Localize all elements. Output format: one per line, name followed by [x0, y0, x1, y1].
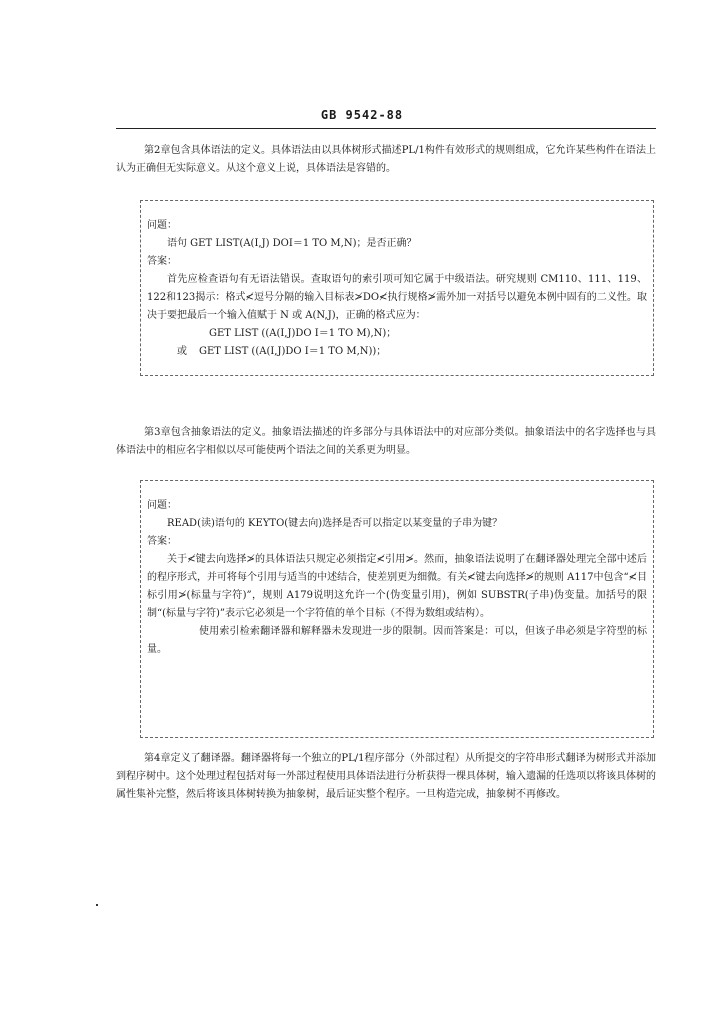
question-label: 问题： [147, 220, 177, 231]
code-line-1: GET LIST ((A(I,J)DO I＝1 TO M),N)； [209, 328, 397, 339]
code-line-2 [147, 343, 647, 361]
standard-code-header: GB 9542-88 [320, 108, 404, 122]
paragraph-chapter-3: 第3章包含抽象语法的定义。抽象语法描述的许多部分与具体语法中的对应部分类似。抽象语法中的名字选择也与具体语法中的相应名字相似以尽可能使两个语法之间的关系更为明显。 [116, 427, 656, 456]
answer-text-2: 使用索引检索翻译器和解释器未发现进一步的限制。因而答案是：可以，但该子串必须是字符型的标量。 [147, 626, 647, 655]
answer-label: 答案： [147, 256, 177, 267]
scan-speck [96, 904, 98, 906]
header-rule [116, 128, 656, 129]
question-text: READ(读)语句的 KEYTO(键去向)选择是否可以指定以某变量的子串为键？ [167, 518, 503, 529]
answer-label: 答案： [147, 536, 177, 547]
qa-box-1 [140, 200, 654, 376]
paragraph-chapter-4: 第4章定义了翻译器。翻译器将每一个独立的PL/1程序部分（外部过程）从所提交的字符串形式翻译为树形式并添加到程序树中。这个处理过程包括对每一外部过程使用具体语法进行分析获得一棵具体树，输入遗漏的任选项以将该具体树的属性集补完整，然后将该具体树转换为抽象树，最后证实整个程序。一旦构造完成，抽象树不再修改。 [116, 753, 656, 800]
paragraph-chapter-2: 第2章包含具体语法的定义。具体语法由以具体树形式描述PL/1构件有效形式的规则组成，它允许某些构件在语法上认为正确但无实际意义。从这个意义上说，具体语法是容错的。 [116, 145, 656, 174]
or-label: 或 [177, 346, 187, 357]
question-text: 语句 GET LIST(A(I,J) DOI＝1 TO M,N)；是否正确？ [167, 238, 417, 249]
question-label: 问题： [147, 500, 177, 511]
code-line-2-text: GET LIST ((A(I,J)DO I＝1 TO M,N))； [199, 346, 387, 357]
answer-text-1: 关于≮键去向选择≯的具体语法只规定必须指定≮引用≯。然而，抽象语法说明了在翻译器处理完全部中述后的程序形式，并可将每个引用与适当的中述结合，使差别更为细微。有关≮键去向选择≯的规则 A117中包含“≮目标引用≯(标量与字符)”，规则 A179说明这允许一个(伪变量引用)，例如 SUBSTR(子串)伪变量。加括号的限制“(标量与字符)”表示它必须是一个字符值的单个目标（不得为数组或结构）。 [147, 554, 647, 619]
qa-box-2 [140, 480, 654, 738]
answer-text: 首先应检查语句有无语法错误。查取语句的索引项可知它属于中级语法。研究规则 CM110、111、119、122和123揭示：格式≮逗号分隔的输入目标表≯DO≮执行规格≯需外加一对括号以避免本例中固有的二义性。取决于要把最后一个输入值赋于 N 或 A(N,J)，正确的格式应为： [147, 274, 647, 321]
